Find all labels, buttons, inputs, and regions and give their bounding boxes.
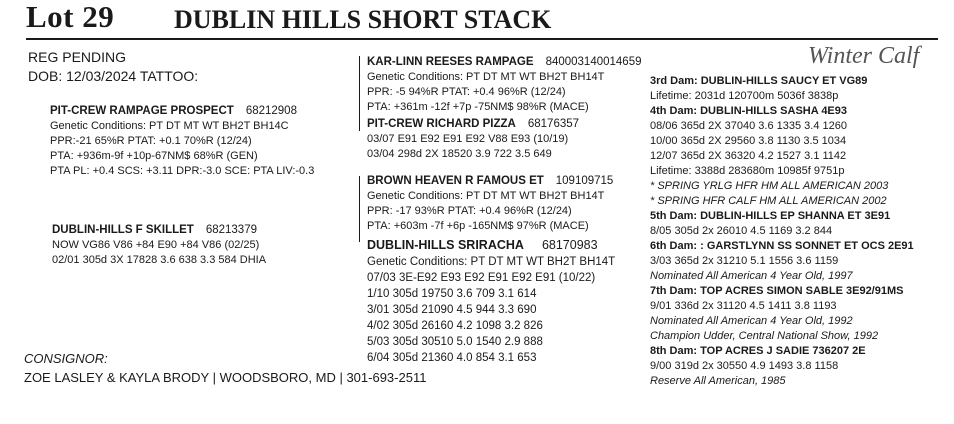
reg-status: REG PENDING (28, 49, 127, 65)
sire-name-line (50, 104, 314, 119)
sire-line: PTA: +936m-9f +10p-67NM$ 68%R (GEN) (50, 150, 258, 162)
dam-sire-name-line (367, 174, 613, 189)
ancestor-record-line: * SPRING YRLG HFR HM ALL AMERICAN 2003 (650, 180, 889, 192)
sire-sire-name-line (367, 55, 642, 70)
dam-dam-name: DUBLIN-HILLS SRIRACHA (367, 238, 524, 252)
ancestor-record-line: Champion Udder, Central National Show, 1992 (650, 330, 879, 342)
sire-sire-name: KAR-LINN REESES RAMPAGE (367, 56, 534, 68)
ancestor-record-line: 10/00 365d 2X 29560 3.8 1130 3.5 1034 (650, 135, 847, 147)
dam-line: 02/01 305d 3X 17828 3.6 638 3.3 584 DHIA (52, 254, 267, 266)
sire-dam-line: 03/04 298d 2X 18520 3.9 722 3.5 649 (367, 148, 552, 160)
class-label: Winter Calf (808, 43, 920, 69)
ancestry-list (650, 74, 914, 389)
dam-reg-number: 68213379 (205, 224, 257, 236)
dam-dam-line: 3/01 305d 21090 4.5 944 3.3 690 (367, 304, 537, 316)
ancestor-record-line: 3/03 365d 2x 31210 5.1 1556 3.6 1159 (650, 255, 839, 267)
sire-dam-block (367, 117, 579, 162)
ancestor-record-line: Reserve All American, 1985 (650, 375, 786, 387)
sire-dam-name-line (367, 117, 579, 132)
dam-sire-block (367, 174, 613, 234)
sire-sire-block (367, 55, 642, 115)
sire-dam-line: 03/07 E91 E92 E91 E92 V88 E93 (10/19) (367, 133, 569, 145)
ancestor-dam-heading: 3rd Dam: DUBLIN-HILLS SAUCY ET VG89 (650, 75, 868, 87)
sire-reg-number: 68212908 (245, 105, 297, 117)
ancestor-record-line: * SPRING HFR CALF HM ALL AMERICAN 2002 (650, 195, 887, 207)
ancestor-record-line: 9/01 336d 2x 31120 4.5 1411 3.8 1193 (650, 300, 837, 312)
dam-dam-reg-number: 68170983 (541, 238, 598, 252)
ancestor-record-line: 9/00 319d 2x 30550 4.9 1493 3.8 1158 (650, 360, 839, 372)
ancestor-record-line: Lifetime: 3388d 283680m 10985f 9751p (650, 165, 845, 177)
lot-number: Lot 29 (26, 0, 115, 34)
ancestor-record-line: 12/07 365d 2X 36320 4.2 1527 3.1 1142 (650, 150, 847, 162)
dam-dam-block (367, 237, 615, 366)
dam-sire-name: BROWN HEAVEN R FAMOUS ET (367, 175, 544, 187)
dam-dam-line: 5/03 305d 30510 5.0 1540 2.9 888 (367, 336, 543, 348)
dam-bracket-line (359, 176, 360, 242)
animal-name: DUBLIN HILLS SHORT STACK (174, 5, 552, 34)
sire-line: PPR:-21 65%R PTAT: +0.1 70%R (12/24) (50, 135, 252, 147)
dam-dam-line: 4/02 305d 26160 4.2 1098 3.2 826 (367, 320, 543, 332)
dam-sire-line: PPR: -17 93%R PTAT: +0.4 96%R (12/24) (367, 205, 572, 217)
dam-name: DUBLIN-HILLS F SKILLET (52, 224, 194, 236)
header-divider (26, 38, 938, 40)
consignor-details: ZOE LASLEY & KAYLA BRODY | WOODSBORO, MD | 301-693-2511 (24, 370, 427, 385)
sire-dam-reg-number: 68176357 (527, 118, 580, 130)
sire-block (50, 104, 314, 179)
dam-name-line (52, 223, 266, 238)
sire-name: PIT-CREW RAMPAGE PROSPECT (50, 105, 234, 117)
ancestor-record-line: Nominated All American 4 Year Old, 1992 (650, 315, 853, 327)
ancestor-dam-heading: 6th Dam: : GARSTLYNN SS SONNET ET OCS 2E91 (650, 240, 914, 252)
dam-dam-line: Genetic Conditions: PT DT MT WT BH2T BH14T (367, 256, 616, 268)
dam-dam-line: 6/04 305d 21360 4.0 854 3.1 653 (367, 352, 537, 364)
ancestor-dam-heading: 5th Dam: DUBLIN-HILLS EP SHANNA ET 3E91 (650, 210, 891, 222)
sire-line: PTA PL: +0.4 SCS: +3.11 DPR:-3.0 SCE: PTA LIV:-0.3 (50, 165, 315, 177)
registration-info (28, 48, 198, 86)
ancestor-dam-heading: 4th Dam: DUBLIN-HILLS SASHA 4E93 (650, 105, 848, 117)
dam-block (52, 223, 266, 268)
sire-bracket-line (359, 56, 360, 131)
ancestor-record-line: Lifetime: 2031d 120700m 5036f 3838p (650, 90, 839, 102)
ancestor-dam-heading: 8th Dam: TOP ACRES J SADIE 736207 2E (650, 345, 866, 357)
dob-tattoo: DOB: 12/03/2024 TATTOO: (28, 68, 199, 84)
sire-sire-line: PPR: -5 94%R PTAT: +0.4 96%R (12/24) (367, 86, 566, 98)
sire-sire-line: PTA: +361m -12f +7p -75NM$ 98%R (MACE) (367, 101, 589, 113)
ancestor-dam-heading: 7th Dam: TOP ACRES SIMON SABLE 3E92/91MS (650, 285, 904, 297)
dam-dam-line: 1/10 305d 19750 3.6 709 3.1 614 (367, 288, 537, 300)
sire-dam-name: PIT-CREW RICHARD PIZZA (367, 118, 516, 130)
dam-sire-line: PTA: +603m -7f +6p -165NM$ 97%R (MACE) (367, 220, 589, 232)
dam-dam-name-line (367, 237, 615, 254)
ancestor-record-line: 8/05 305d 2x 26010 4.5 1169 3.2 844 (650, 225, 833, 237)
consignor-block (24, 349, 426, 387)
ancestor-record-line: 08/06 365d 2X 37040 3.6 1335 3.4 1260 (650, 120, 847, 132)
dam-sire-line: Genetic Conditions: PT DT MT WT BH2T BH14T (367, 190, 605, 202)
sire-sire-line: Genetic Conditions: PT DT MT WT BH2T BH14T (367, 71, 605, 83)
consignor-label: CONSIGNOR: (24, 351, 108, 366)
ancestor-record-line: Nominated All American 4 Year Old, 1997 (650, 270, 853, 282)
sire-sire-reg-number: 840003140014659 (545, 56, 642, 68)
dam-sire-reg-number: 109109715 (555, 175, 614, 187)
dam-dam-line: 07/03 3E-E92 E93 E92 E91 E92 E91 (10/22) (367, 272, 596, 284)
dam-line: NOW VG86 V86 +84 E90 +84 V86 (02/25) (52, 239, 260, 251)
sire-line: Genetic Conditions: PT DT MT WT BH2T BH14C (50, 120, 289, 132)
